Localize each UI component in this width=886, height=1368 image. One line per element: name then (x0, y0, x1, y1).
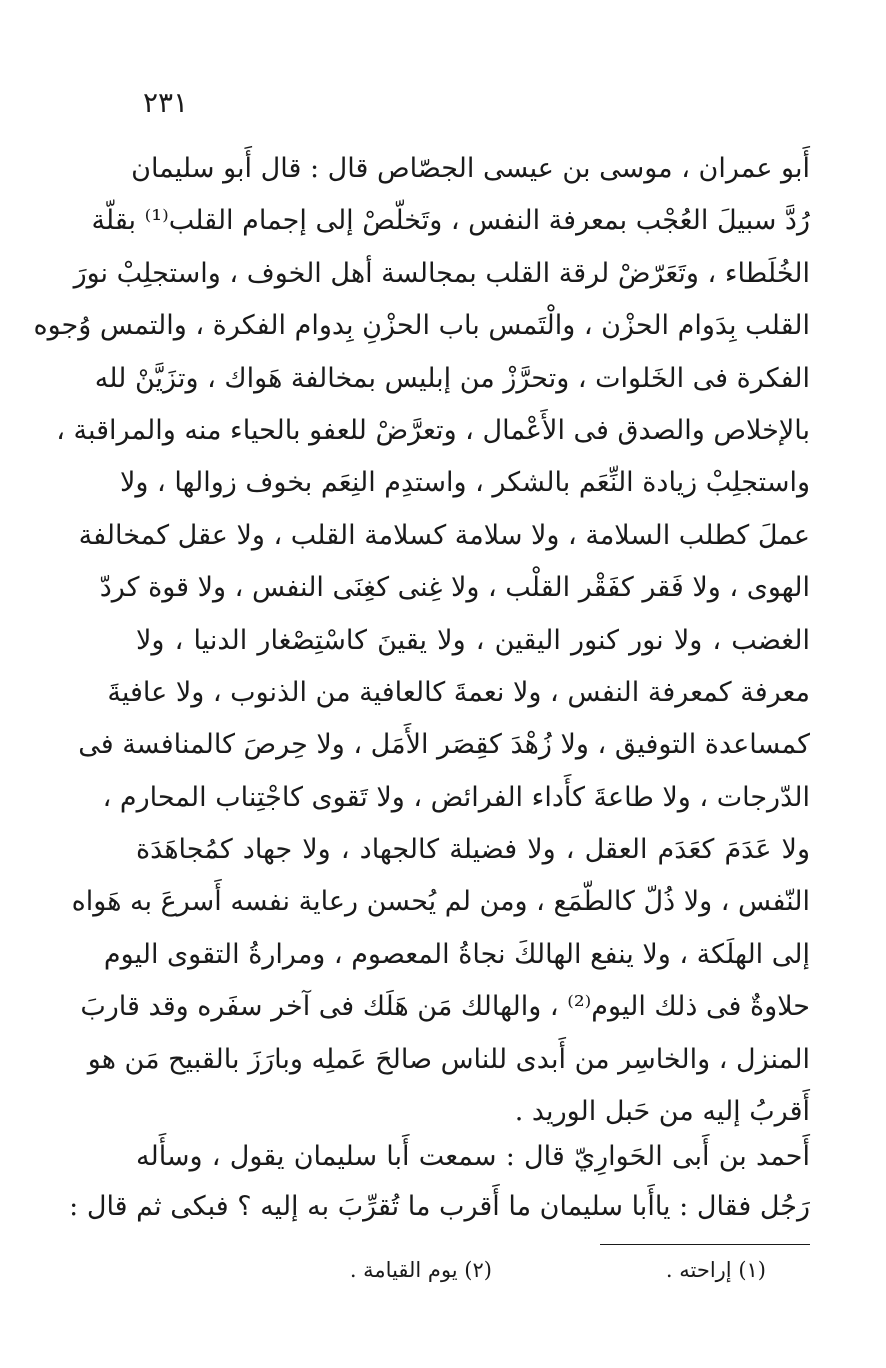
text-line: القلب بِدَوام الحزْن ، والْتَمس باب الحزْنِ بِدوام الفكرة ، والتمس وُجوه (33, 310, 810, 342)
paragraph-2 (69, 1132, 810, 1232)
text-line: رُدَّ سبيلَ العُجْب بمعرفة النفس ، وتَخلّصْ إلى إجمام القلب⁽¹⁾ بقلّة (91, 205, 810, 237)
text-line: الفكرة فى الخَلوات ، وتحرَّزْ من إبليس بمخالفة هَواك ، وتزَيَّنْ لله (94, 362, 810, 394)
text-line: أَبو عمران ، موسى بن عيسى الجصّاص قال : قال أَبو سليمان (131, 153, 810, 184)
footnote-1: (١) إراحته . (665, 1258, 766, 1282)
text-line: الخُلَطاء ، وتَعَرّضْ لرقة القلب بمجالسة أهل الخوف ، واستجلِبْ نورَ (73, 257, 810, 289)
text-line: معرفة كمعرفة النفس ، ولا نعمةَ كالعافية من الذنوب ، ولا عافيةَ (107, 676, 810, 708)
text-line: بالإخلاص والصدق فى الأَعْمال ، وتعرَّضْ للعفو بالحياء منه والمراقبة ، (56, 414, 810, 446)
text-line: رَجُل فقال : ياأَبا سليمان ما أَقرب ما تُقرِّبَ به إليه ؟ فبكى ثم قال : (69, 1191, 810, 1222)
text-line: الهوى ، ولا فَقر كفَقْر القلْب ، ولا غِنى كغِنَى النفس ، ولا قوة كردّ (99, 572, 810, 604)
text-line: النّفس ، ولا ذُلّ كالطّمَع ، ومن لم يُحسن رعاية نفسه أَسرعَ به هَواه (71, 886, 810, 918)
text-line: عملَ كطلب السلامة ، ولا سلامة كسلامة القلب ، ولا عقل كمخالفة (78, 519, 810, 551)
text-line: المنزل ، والخاسِر من أَبدى للناس صالحَ عَملِه وبارَزَ بالقبيح مَن هو (87, 1043, 810, 1075)
text-line: حلاوةٌ فى ذلك اليوم⁽²⁾ ، والهالك مَن هَلَك فى آخر سفَره وقد قاربَ (80, 991, 810, 1023)
text-line: الغضب ، ولا نور كنور اليقين ، ولا يقينَ كاسْتِصْغار الدنيا ، ولا (136, 624, 810, 656)
text-line: أَحمد بن أَبى الحَوارِيّ قال : سمعت أَبا سليمان يقول ، وسأَله (136, 1141, 810, 1172)
footnote-2: (٢) يوم القيامة . (349, 1258, 492, 1282)
text-line: كمساعدة التوفيق ، ولا زُهْدَ كقِصَر الأَمَل ، ولا حِرصَ كالمنافسة فى (78, 729, 810, 761)
text-line: واستجلِبْ زيادة النِّعَم بالشكر ، واستدِم النِعَم بخوف زوالها ، ولا (120, 467, 810, 499)
text-line: الدّرجات ، ولا طاعةَ كأَداء الفرائض ، ولا تَقوى كاجْتِناب المحارم ، (102, 781, 810, 813)
text-line: إلى الهلَكة ، ولا ينفع الهالكَ نجاةُ المعصوم ، ومرارةُ التقوى اليوم (103, 938, 810, 970)
text-line: ولا عَدَمَ كعَدَم العقل ، ولا فضيلة كالجهاد ، ولا جهاد كمُجاهَدَة (136, 834, 810, 866)
text-line: أَقربُ إليه من حَبل الوريد . (514, 1096, 810, 1128)
paragraph-1 (33, 143, 810, 1138)
footnotes (136, 1258, 810, 1292)
page-number: ٢٣١ (143, 86, 189, 119)
footnote-divider (600, 1244, 810, 1245)
